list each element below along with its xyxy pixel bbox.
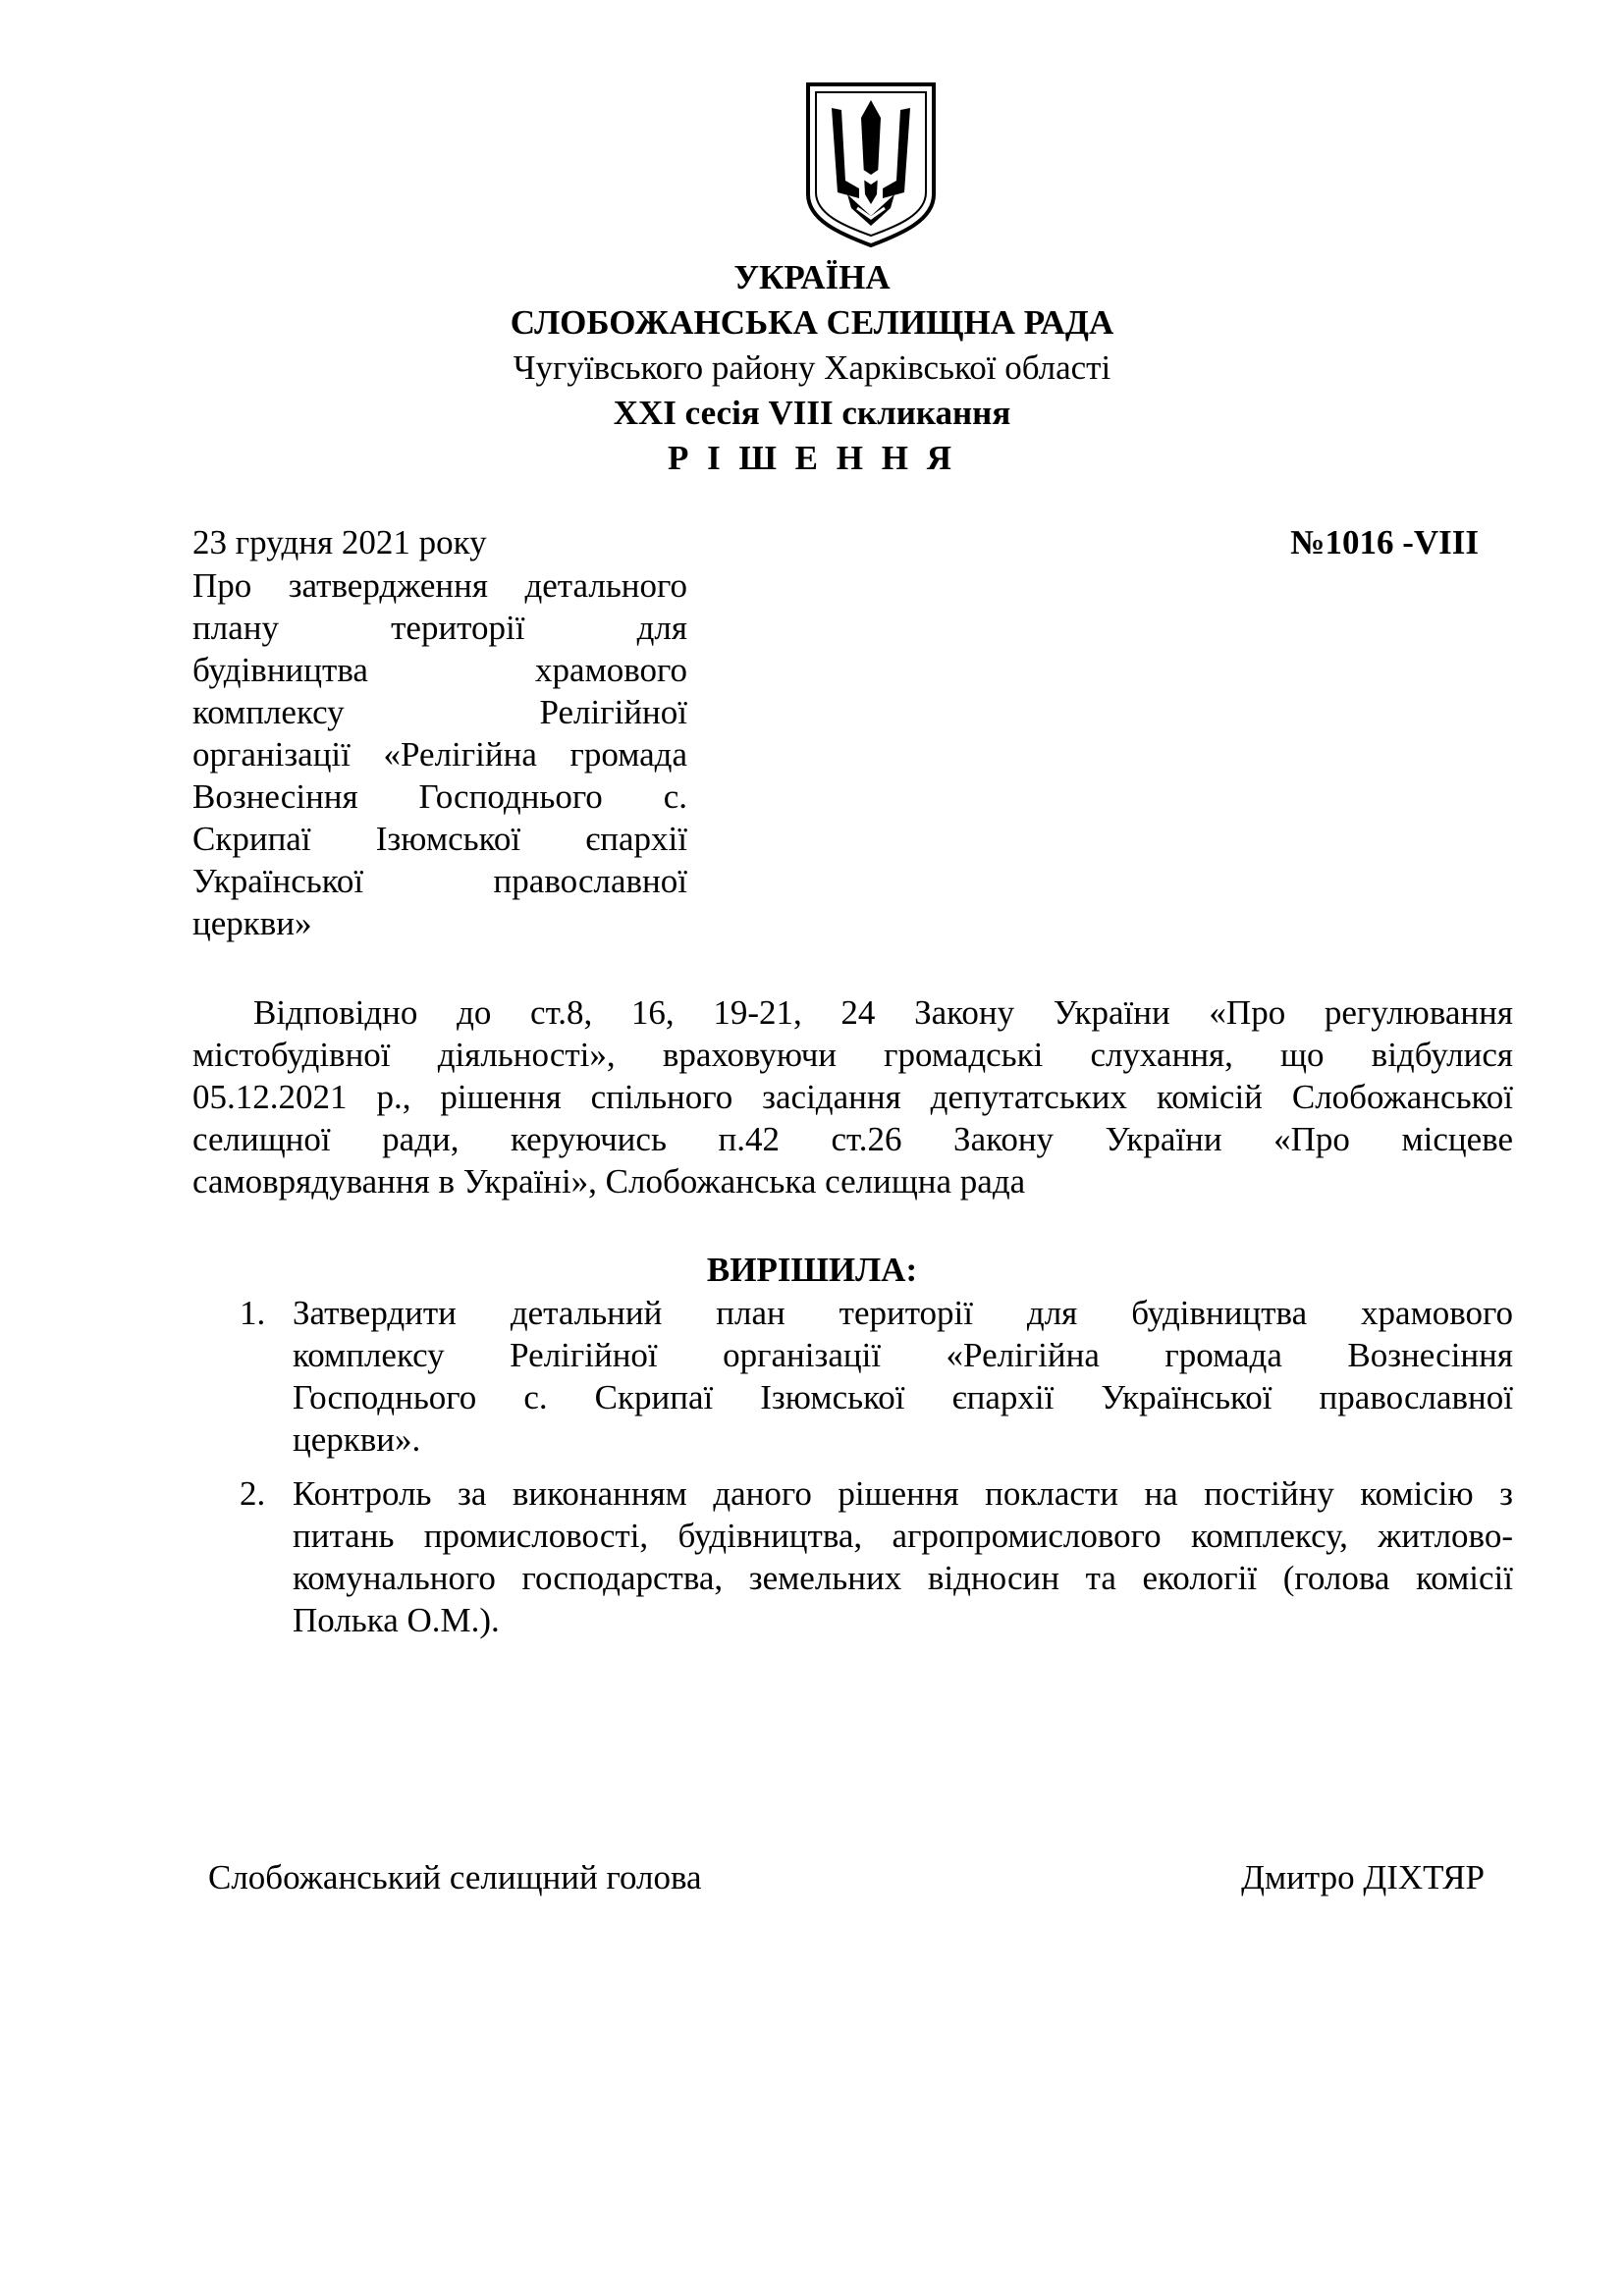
title-line: комплексу Релігійної	[192, 693, 687, 731]
preamble-line: містобудівної діяльності», враховуючи громадські слухання, що відбулися	[192, 1036, 1513, 1074]
title-line: Про затвердження детального	[192, 566, 687, 605]
preamble-line: селищної ради, керуючись п.42 ст.26 Закону України «Про місцеве	[192, 1120, 1513, 1158]
list-item-number: 1.	[240, 1294, 266, 1332]
list-item-text	[293, 1472, 1513, 1641]
country-heading: УКРАЇНА	[733, 258, 891, 296]
district-subheading: Чугуївського району Харківської області	[513, 348, 1111, 387]
signatory-name: Дмитро ДІХТЯР	[1241, 1858, 1485, 1896]
item-line: комплексу Релігійної організації «Релігійна громада Вознесіння	[293, 1336, 1513, 1374]
title-line: будівництва храмового	[192, 651, 687, 689]
item-line: Контроль за виконанням даного рішення покласти на постійну комісію з	[293, 1474, 1513, 1513]
title-line: церкви»	[192, 904, 312, 942]
item-line: церкви».	[293, 1420, 421, 1459]
signatory-title: Слобожанський селищний голова	[208, 1858, 702, 1896]
preamble-paragraph	[192, 991, 1513, 1202]
preamble-line: 05.12.2021 р., рішення спільного засідання депутатських комісій Слобожанської	[192, 1078, 1513, 1116]
decision-date: 23 грудня 2021 року	[192, 523, 487, 561]
decision-number: №1016 -VIII	[1290, 523, 1479, 561]
item-line: Затвердити детальний план території для будівництва храмового	[293, 1294, 1513, 1332]
preamble-line: Відповідно до ст.8, 16, 19-21, 24 Закону України «Про регулювання	[253, 993, 1513, 1032]
session-heading: XXI сесія VIII скликання	[613, 394, 1011, 432]
preamble-line: самоврядування в Україні», Слобожанська селищна рада	[192, 1162, 1026, 1201]
list-item-number: 2.	[240, 1474, 266, 1513]
title-line: плану території для	[192, 609, 687, 647]
document-type-heading: Р І Ш Е Н Н Я	[667, 439, 956, 477]
resolved-heading: ВИРІШИЛА:	[706, 1251, 918, 1289]
list-item-text	[293, 1292, 1513, 1461]
title-line: організації «Релігійна громада	[192, 735, 687, 774]
trident-coat-of-arms-icon	[802, 79, 940, 249]
council-heading: СЛОБОЖАНСЬКА СЕЛИЩНА РАДА	[510, 303, 1114, 342]
item-line: Господнього с. Скрипаї Ізюмської єпархії Української православної	[293, 1378, 1513, 1416]
decision-title	[192, 564, 687, 944]
title-line: Української православної	[192, 862, 687, 900]
item-line: комунального господарства, земельних відносин та екології (голова комісії	[293, 1559, 1513, 1597]
item-line: Полька О.М.).	[293, 1601, 500, 1639]
title-line: Скрипаї Ізюмської єпархії	[192, 820, 687, 858]
item-line: питань промисловості, будівництва, агропромислового комплексу, житлово-	[293, 1517, 1513, 1555]
title-line: Вознесіння Господнього с.	[192, 777, 687, 816]
